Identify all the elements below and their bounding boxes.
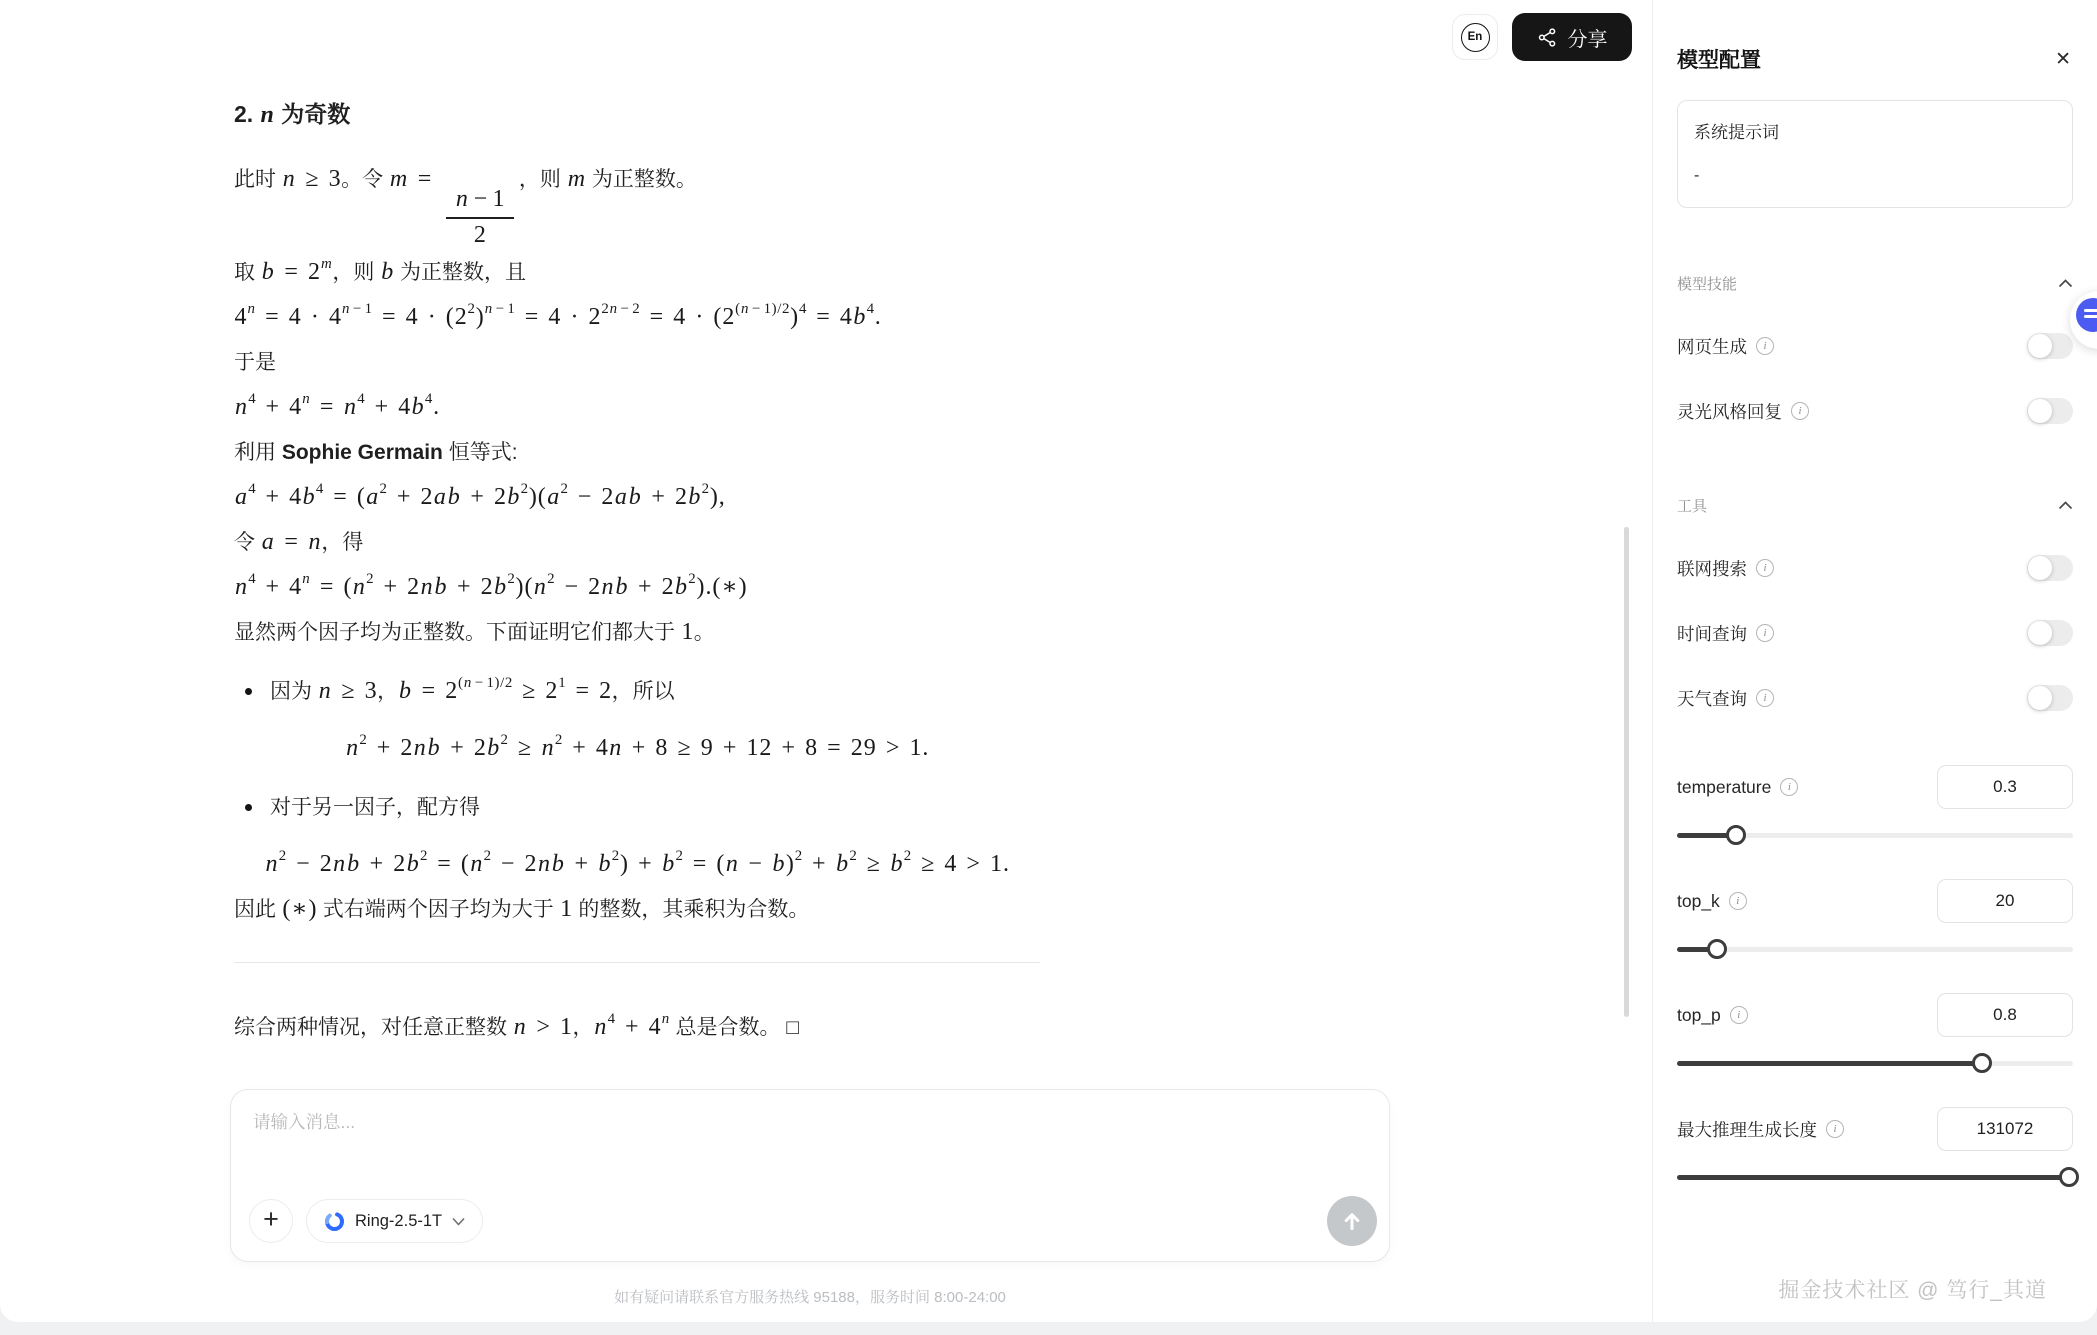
doc-paragraph — [234, 295, 1040, 340]
doc-paragraph: 因此 (∗) 式右端两个因子均为大于 1 的整数，其乘积为合数。 — [234, 895, 810, 922]
en-icon: En — [1461, 23, 1490, 52]
close-icon[interactable]: ✕ — [2055, 48, 2071, 70]
section-title: 模型技能 — [1677, 275, 1738, 293]
feature-row — [1677, 685, 2073, 711]
message-composer — [230, 1089, 1390, 1262]
inline-math: 1 — [681, 618, 694, 645]
toggle-switch[interactable] — [2027, 555, 2073, 581]
inline-math: $n^2 - 2nb + 2b^2 = (n^2 - 2nb + b^2) + b^2 = (n - b)^2 + b^2 \ge b^2 \ge 4 > 1$. — [265, 847, 1009, 877]
param-block — [1677, 1107, 2073, 1187]
param-label: top_k — [1677, 890, 1720, 911]
toggle-switch[interactable] — [2027, 620, 2073, 646]
chevron-down-icon — [451, 1216, 466, 1227]
inline-math: m — [567, 166, 586, 192]
doc-paragraph: 令 a = n，得 — [234, 528, 364, 555]
doc-paragraph: 取 b = 2$^m$，则 b 为正整数，且 — [234, 255, 526, 285]
toggle-knob — [2028, 334, 2052, 358]
model-logo-icon — [323, 1210, 346, 1233]
feature-row — [1677, 398, 2073, 424]
inline-math: 1 — [560, 895, 573, 922]
assistant-message — [234, 98, 1040, 1050]
param-block — [1677, 765, 2073, 845]
send-button[interactable] — [1327, 1196, 1377, 1246]
doc-display-equation — [234, 842, 1040, 887]
doc-paragraph: 于是 — [234, 350, 276, 374]
service-note: 如有疑问请联系官方服务热线 95188，服务时间 8:00-24:00 — [614, 1289, 1006, 1306]
doc-paragraph: 显然两个因子均为正整数。下面证明它们都大于 1。 — [234, 618, 715, 645]
param-row — [1677, 879, 2073, 923]
doc-paragraph: 此时 n ≥ 3。令 m = $\frac{n - 1}{2}$ ，则 m 为正整数。 — [234, 166, 697, 248]
watermark: 掘金技术社区 @ 笃行_其道 — [1778, 1279, 2047, 1302]
toggle-switch[interactable] — [2027, 685, 2073, 711]
collapse-caret-icon[interactable] — [2058, 501, 2073, 510]
param-value-input[interactable]: 0.3 — [1937, 765, 2073, 809]
param-row — [1677, 993, 2073, 1037]
inline-math: $n^2 + 2nb + 2b^2 \ge n^2 + 4n + 8 \ge 9 + 12 + 8 = 29 > 1$. — [346, 731, 929, 761]
inline-math: n ≥ 3 — [282, 166, 341, 192]
toggle-knob — [2028, 621, 2052, 645]
inline-math: b = 2$^m$ — [261, 255, 332, 285]
feature-label: 时间查询 — [1677, 623, 1747, 644]
chat-scrollbar[interactable] — [1624, 527, 1629, 1017]
doc-paragraph — [234, 565, 1040, 610]
system-prompt-value: - — [1694, 167, 1700, 184]
panel-header — [1677, 44, 2073, 74]
info-icon[interactable]: i — [1756, 559, 1774, 577]
toggle-switch[interactable] — [2027, 398, 2073, 424]
toggle-knob — [2028, 686, 2052, 710]
feature-label: 天气查询 — [1677, 688, 1747, 709]
panel-sections — [1653, 272, 2097, 711]
feature-row — [1677, 333, 2073, 359]
param-slider[interactable] — [1677, 939, 2073, 959]
doc-paragraph: 利用 Sophie Germain 恒等式: — [234, 440, 518, 464]
feature-row — [1677, 555, 2073, 581]
attach-button[interactable] — [249, 1199, 293, 1243]
toggle-knob — [2028, 399, 2052, 423]
doc-bullet-item: 因为 n ≥ 3，$b = 2^{(n - 1)/2} \ge 2^1 = 2$，所以 — [234, 669, 1040, 714]
info-icon[interactable]: i — [1791, 402, 1809, 420]
doc-divider — [234, 962, 1040, 963]
feature-label: 灵光风格回复 — [1677, 401, 1782, 422]
slider-thumb[interactable] — [1707, 939, 1727, 959]
section-header — [1677, 272, 2073, 294]
info-icon[interactable]: i — [1756, 689, 1774, 707]
system-prompt-box[interactable] — [1677, 100, 2073, 208]
param-block — [1677, 879, 2073, 959]
section-title: 工具 — [1677, 497, 1708, 515]
info-icon[interactable]: i — [1729, 892, 1747, 910]
feature-label: 联网搜索 — [1677, 558, 1747, 579]
doc-display-equation — [234, 726, 1040, 771]
param-label: 最大推理生成长度 — [1677, 1119, 1817, 1140]
info-icon[interactable]: i — [1756, 337, 1774, 355]
inline-math: m = $\frac{n - 1}{2}$ — [389, 166, 519, 192]
slider-fill — [1677, 1061, 1982, 1066]
info-icon[interactable]: i — [1826, 1120, 1844, 1138]
plus-icon: + — [263, 1204, 279, 1234]
feature-row — [1677, 620, 2073, 646]
inline-math: b — [381, 258, 394, 285]
share-label: 分享 — [1567, 28, 1608, 51]
model-selector[interactable] — [306, 1199, 483, 1243]
language-toggle-button[interactable] — [1452, 14, 1498, 60]
param-value-input[interactable]: 0.8 — [1937, 993, 2073, 1037]
param-value-input[interactable]: 131072 — [1937, 1107, 2073, 1151]
param-slider[interactable] — [1677, 825, 2073, 845]
feature-label: 网页生成 — [1677, 336, 1747, 357]
info-icon[interactable]: i — [1756, 624, 1774, 642]
arrow-up-icon — [1339, 1208, 1365, 1234]
inline-math: n > 1 — [513, 1013, 572, 1040]
inline-math: n — [260, 102, 274, 128]
model-name: Ring-2.5-1T — [355, 1211, 443, 1230]
topbar-actions — [1452, 13, 1632, 61]
param-value-input[interactable]: 20 — [1937, 879, 2073, 923]
section-header — [1677, 494, 2073, 516]
share-button[interactable] — [1512, 13, 1632, 61]
inline-math: $4^n = 4 \cdot 4^{n - 1} = 4 \cdot (2^2)^{n - 1} = 4 \cdot 2^{2n - 2} = 4 \cdot (2^{(n - 1)/2})^4 = 4b^4$. — [234, 300, 881, 330]
inline-math: $n^4 + 4^n$ — [594, 1010, 670, 1040]
info-icon[interactable]: i — [1730, 1006, 1748, 1024]
slider-fill — [1677, 1175, 2069, 1180]
toggle-switch[interactable] — [2027, 333, 2073, 359]
doc-bullet-item: 对于另一因子，配方得 — [234, 785, 1040, 830]
inline-math: n ≥ 3 — [318, 677, 377, 704]
model-config-panel — [1652, 0, 2097, 1322]
inline-math: (∗) — [282, 895, 317, 922]
inline-math: $n^4 + 4^n = (n^2 + 2nb + 2b^2)(n^2 - 2nb$ + $2b^2).(∗)$ — [234, 570, 747, 600]
param-label: top_p — [1677, 1004, 1721, 1025]
collapse-caret-icon[interactable] — [2058, 279, 2073, 288]
param-label: temperature — [1677, 776, 1772, 797]
system-prompt-label: 系统提示词 — [1694, 123, 1779, 142]
slider-track — [1677, 947, 2073, 952]
panel-title: 模型配置 — [1677, 49, 1761, 72]
inline-math: $a^4 + 4b^4 = (a^2 + 2ab + 2b^2)(a^2 - 2ab + 2b^2)$, — [234, 480, 725, 510]
doc-heading: 2. n 为奇数 — [234, 101, 351, 128]
param-row — [1677, 1107, 2073, 1151]
doc-paragraph: 综合两种情况，对任意正整数 n > 1，$n^4 + 4^n$ 总是合数。 □ — [234, 1010, 800, 1040]
slider-thumb[interactable] — [2059, 1167, 2079, 1187]
param-row — [1677, 765, 2073, 809]
doc-paragraph — [234, 385, 1040, 430]
toggle-knob — [2028, 556, 2052, 580]
param-block — [1677, 993, 2073, 1073]
inline-math: $n^4 + 4^n = n^4 + 4b^4$. — [234, 390, 440, 420]
help-icon — [2076, 298, 2097, 332]
inline-math: $b = 2^{(n - 1)/2} \ge 2^1 = 2$ — [399, 674, 612, 704]
share-icon — [1537, 27, 1558, 48]
inline-math: a = n — [261, 528, 321, 555]
panel-params — [1653, 765, 2097, 1187]
param-slider[interactable] — [1677, 1053, 2073, 1073]
slider-thumb[interactable] — [1726, 825, 1746, 845]
info-icon[interactable]: i — [1780, 778, 1798, 796]
composer-toolbar — [249, 1196, 1377, 1246]
slider-thumb[interactable] — [1972, 1053, 1992, 1073]
message-input[interactable]: 请输入消息... — [253, 1112, 356, 1132]
param-slider[interactable] — [1677, 1167, 2073, 1187]
doc-paragraph — [234, 475, 1040, 520]
